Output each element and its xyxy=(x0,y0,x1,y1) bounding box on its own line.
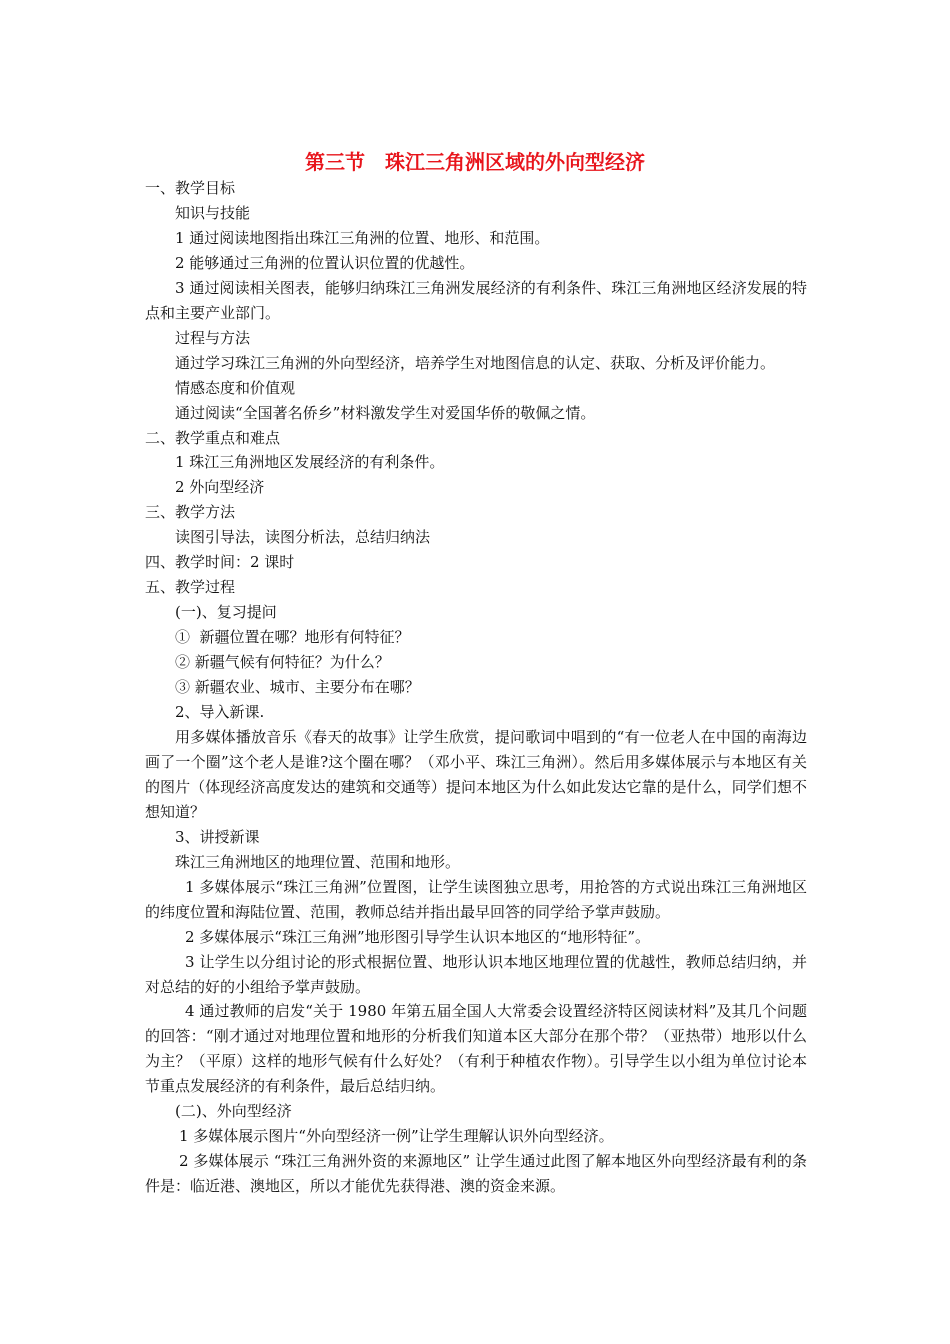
paragraph: 2 外向型经济 xyxy=(175,478,265,497)
subheading-review: (一)、复习提问 xyxy=(175,603,277,622)
paragraph: 1 多媒体展示“珠江三角洲”位置图，让学生读图独立思考，用抢答的方式说出珠江三角洲地区的纬度位置和海陆位置、范围，教师总结并指出最早回答的同学给予掌声鼓励。 xyxy=(145,877,807,921)
section-heading-time: 四、教学时间：2 课时 xyxy=(145,553,295,572)
list-item: ③ 新疆农业、城市、主要分布在哪？ xyxy=(175,678,420,697)
paragraph: 2 能够通过三角洲的位置认识位置的优越性。 xyxy=(175,253,475,272)
paragraph: 4 通过教师的启发“关于 1980 年第五届全国人大常委会设置经济特区阅读材料”及其几个问题的回答：“刚才通过对地理位置和地形的分析我们知道本区大部分在那个带？（亚热带）地形以什么为主？（平原）这样的地形气候有什么好处？（有利于种植农作物）。引导学生以小组为单位讨论本节重点发展经济的有利条件，最后总结归纳。 xyxy=(145,1002,807,1096)
paragraph: 珠江三角洲地区的地理位置、范围和地形。 xyxy=(175,852,461,871)
paragraph: 1 多媒体展示图片“外向型经济一例”让学生理解认识外向型经济。 xyxy=(179,1127,614,1146)
section-heading-objectives: 一、教学目标 xyxy=(145,179,236,197)
paragraph: 1 珠江三角洲地区发展经济的有利条件。 xyxy=(175,453,445,472)
section-heading-key-points: 二、教学重点和难点 xyxy=(145,428,281,447)
section-heading-methods: 三、教学方法 xyxy=(145,503,236,522)
subheading-intro: 2、导入新课. xyxy=(175,703,265,722)
paragraph: 读图引导法，读图分析法，总结归纳法 xyxy=(175,528,431,547)
subheading-emotion-values: 情感态度和价值观 xyxy=(175,378,296,397)
paragraph: 通过阅读“全国著名侨乡”材料激发学生对爱国华侨的敬佩之情。 xyxy=(175,403,596,422)
list-item: ① 新疆位置在哪？地形有何特征？ xyxy=(175,628,410,647)
document-title: 第三节 珠江三角洲区域的外向型经济 xyxy=(305,150,645,174)
paragraph: 2 多媒体展示 “珠江三角洲外资的来源地区” 让学生通过此图了解本地区外向型经济最有利的条件是：临近港、澳地区，所以才能优先获得港、澳的资金来源。 xyxy=(145,1152,807,1196)
paragraph: 通过学习珠江三角洲的外向型经济，培养学生对地图信息的认定、获取、分析及评价能力。 xyxy=(175,353,776,372)
document-body xyxy=(145,176,807,1199)
paragraph: 2 多媒体展示“珠江三角洲”地形图引导学生认识本地区的“地形特征”。 xyxy=(185,927,650,946)
section-heading-process: 五、教学过程 xyxy=(145,578,236,597)
list-item: ② 新疆气候有何特征？为什么？ xyxy=(175,653,390,672)
subheading-process-method: 过程与方法 xyxy=(175,328,251,347)
paragraph: 3 通过阅读相关图表，能够归纳珠江三角洲发展经济的有利条件、珠江三角洲地区经济发展的特点和主要产业部门。 xyxy=(145,278,807,322)
subheading-knowledge-skills: 知识与技能 xyxy=(175,203,251,222)
paragraph: 用多媒体播放音乐《春天的故事》让学生欣赏，提问歌词中唱到的“有一位老人在中国的南海边画了一个圈”这个老人是谁?这个圈在哪？（邓小平、珠江三角洲）。然后用多媒体展示与本地区有关的图片（体现经济高度发达的建筑和交通等）提问本地区为什么如此发达它靠的是什么，同学们想不想知道？ xyxy=(145,727,807,821)
paragraph: 1 通过阅读地图指出珠江三角洲的位置、地形、和范围。 xyxy=(175,228,550,247)
subheading-outward-economy: (二)、外向型经济 xyxy=(175,1102,292,1121)
subheading-new-lesson: 3、讲授新课 xyxy=(175,827,260,846)
paragraph: 3 让学生以分组讨论的形式根据位置、地形认识本地区地理位置的优越性，教师总结归纳，并对总结的好的小组给予掌声鼓励。 xyxy=(145,952,807,996)
